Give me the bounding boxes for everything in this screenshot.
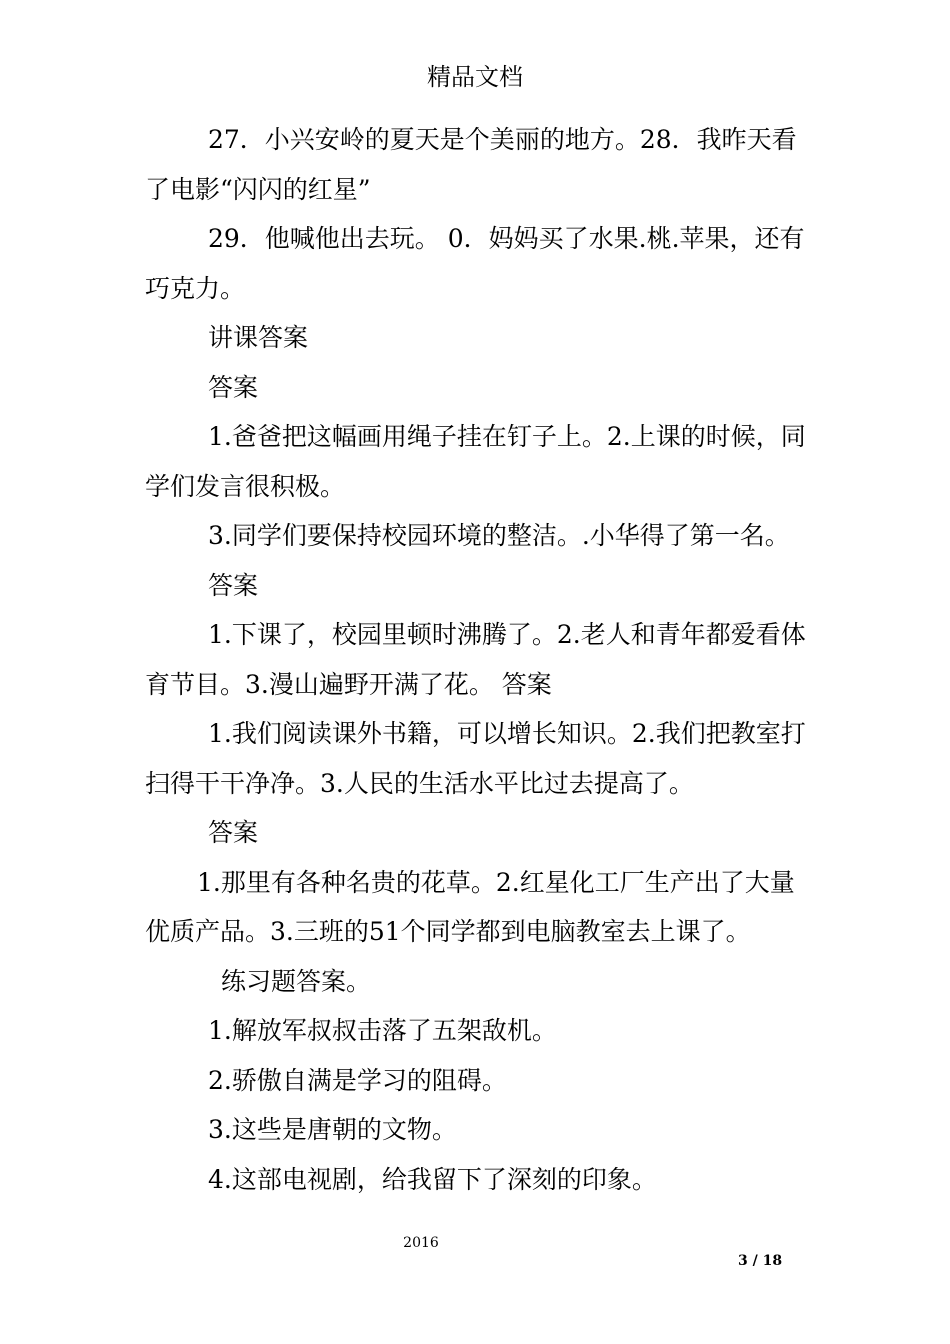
answer-block-2: 1.下课了，校园里顿时沸腾了。2.老人和青年都爱看体育节目。3.漫山遍野开满了花。 答案 bbox=[145, 620, 806, 699]
page-header: 精品文档 bbox=[427, 63, 523, 91]
paragraph-27-28: 27．小兴安岭的夏天是个美丽的地方。28．我昨天看了电影“闪闪的红星” bbox=[145, 125, 797, 204]
answer-block-1-part-1: 1.爸爸把这幅画用绳子挂在钉子上。2.上课的时候，同学们发言很积极。 bbox=[145, 422, 806, 501]
page-number: 3 / 18 bbox=[738, 1253, 783, 1269]
heading-answer-4: 答案 bbox=[208, 818, 259, 847]
exercise-answer-3: 3.这些是唐朝的文物。 bbox=[208, 1115, 457, 1144]
document-body bbox=[145, 115, 810, 1204]
heading-exercise-answers: 练习题答案。 bbox=[221, 966, 372, 996]
answer-block-4: 1.那里有各种名贵的花草。2.红星化工厂生产出了大量优质产品。3.三班的51个同学都到电脑教室去上课了。 bbox=[145, 867, 795, 946]
exercise-answer-4: 4.这部电视剧，给我留下了深刻的印象。 bbox=[208, 1164, 657, 1194]
answer-block-3: 1.我们阅读课外书籍，可以增长知识。2.我们把教室打扫得干干净净。3.人民的生活水平比过去提高了。 bbox=[145, 719, 806, 798]
footer-year: 2016 bbox=[403, 1235, 439, 1251]
exercise-answer-2: 2.骄傲自满是学习的阻碍。 bbox=[208, 1065, 507, 1095]
exercise-answer-1: 1.解放军叔叔击落了五架敌机。 bbox=[208, 1016, 557, 1045]
answer-block-1-part-2: 3.同学们要保持校园环境的整洁。.小华得了第一名。 bbox=[208, 521, 790, 550]
heading-answer-1: 答案 bbox=[208, 372, 259, 402]
heading-lecture-answers: 讲课答案 bbox=[208, 323, 309, 352]
paragraph-29-30: 29．他喊他出去玩。 0．妈妈买了水果.桃.苹果，还有巧克力。 bbox=[145, 224, 805, 303]
heading-answer-2: 答案 bbox=[208, 570, 259, 600]
